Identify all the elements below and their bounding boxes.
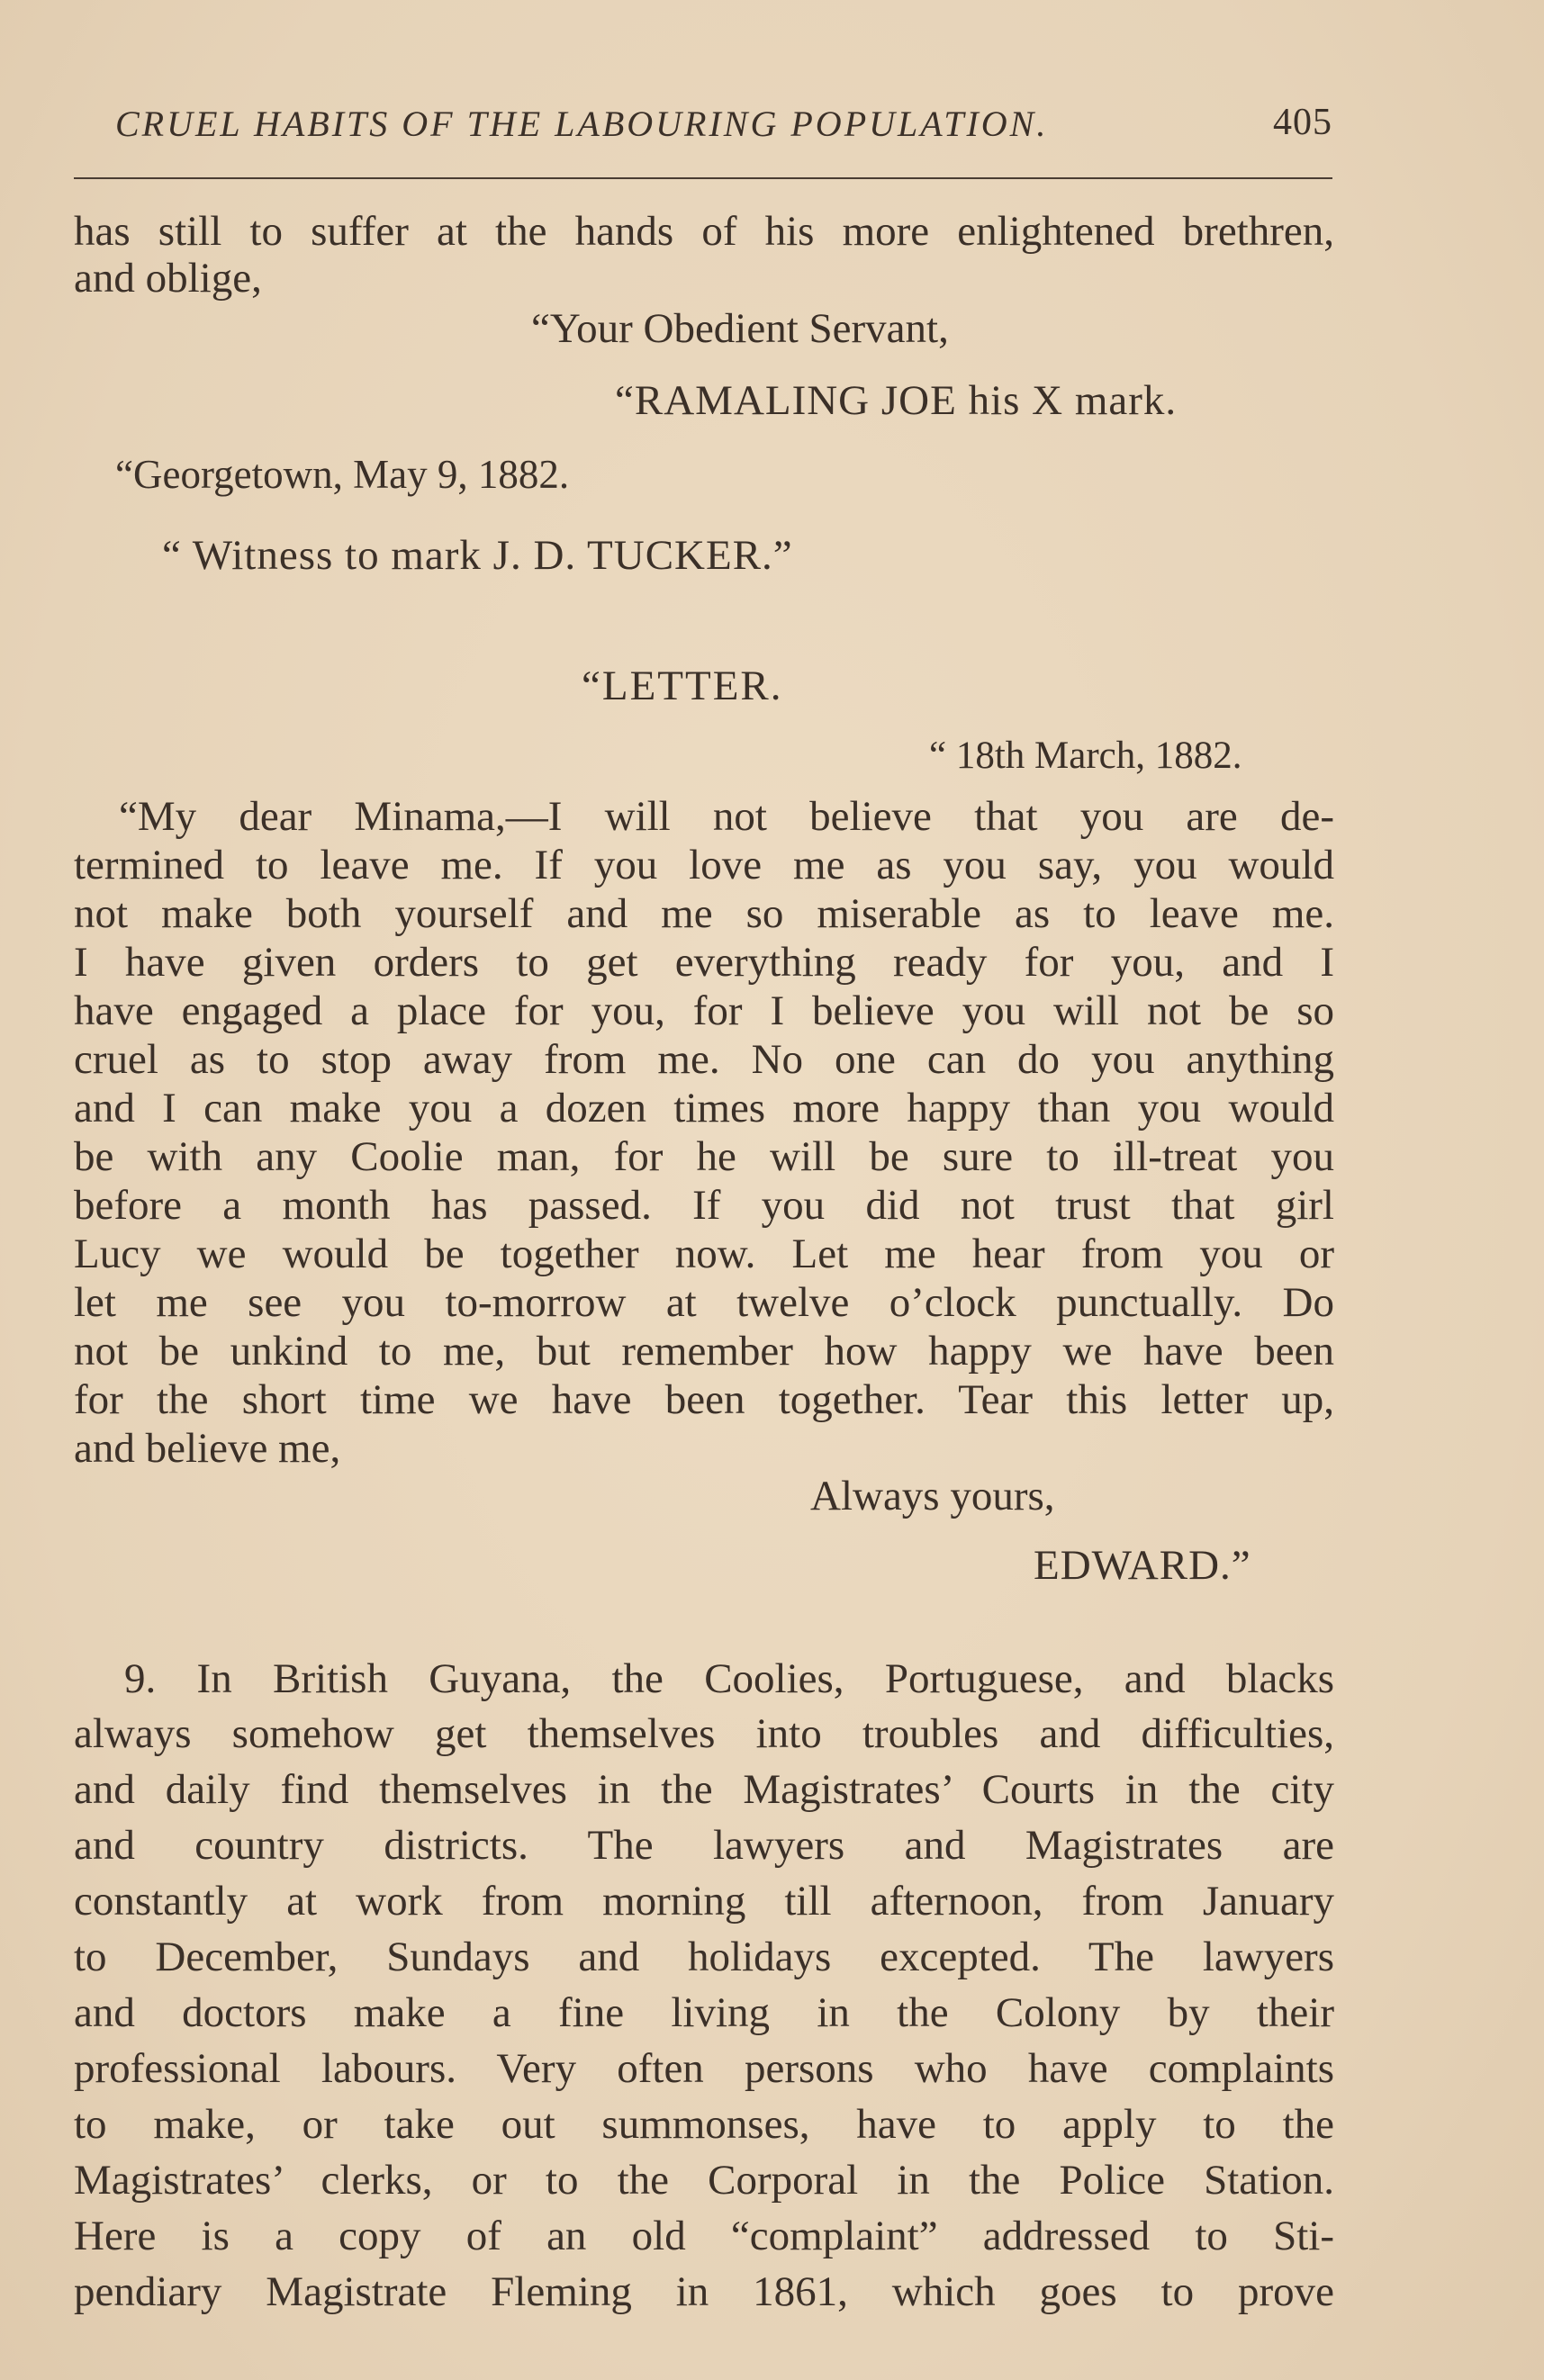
petition-signature: “RAMALING JOE his X mark. bbox=[615, 377, 1178, 424]
letter-line-5: have engaged a place for you, for I believe you will not be so bbox=[74, 987, 1334, 1034]
letter-line-4: I have given orders to get everything ready for you, and I bbox=[74, 939, 1334, 986]
section9-line-3: and daily find themselves in the Magistrates’ Courts in the city bbox=[74, 1766, 1334, 1813]
running-title: CRUEL HABITS OF THE LABOURING POPULATION. bbox=[115, 104, 1049, 144]
page-number: 405 bbox=[1273, 102, 1332, 143]
letter-heading: “LETTER. bbox=[582, 663, 783, 709]
letter-line-6: cruel as to stop away from me. No one can do you anything bbox=[74, 1036, 1334, 1083]
section9-line-2: always somehow get themselves into troubles and difficulties, bbox=[74, 1710, 1334, 1757]
letter-line-7: and I can make you a dozen times more happy than you would bbox=[74, 1085, 1334, 1131]
section9-line-9: to make, or take out summonses, have to apply to the bbox=[74, 2101, 1334, 2148]
letter-line-2: termined to leave me. If you love me as you say, you would bbox=[74, 842, 1334, 888]
petition-place-date: “Georgetown, May 9, 1882. bbox=[115, 452, 570, 497]
section9-line-5: constantly at work from morning till afternoon, from January bbox=[74, 1878, 1334, 1925]
petition-witness: “ Witness to mark J. D. TUCKER.” bbox=[162, 532, 793, 579]
header-rule bbox=[74, 177, 1332, 179]
letter-line-12: not be unkind to me, but remember how happy we have been bbox=[74, 1328, 1334, 1375]
letter-date: “ 18th March, 1882. bbox=[929, 735, 1242, 777]
section9-line-11: Here is a copy of an old “complaint” addressed to Sti- bbox=[74, 2213, 1334, 2259]
petition-line-1: has still to suffer at the hands of his more enlightened brethren, bbox=[74, 208, 1334, 255]
letter-line-11: let me see you to-morrow at twelve o’clock punctually. Do bbox=[74, 1279, 1334, 1326]
petition-closing: “Your Obedient Servant, bbox=[531, 305, 949, 352]
letter-line-3: not make both yourself and me so miserable as to leave me. bbox=[74, 890, 1334, 937]
section9-line-7: and doctors make a fine living in the Colony by their bbox=[74, 1989, 1334, 2036]
running-head bbox=[115, 97, 1332, 160]
letter-closing: Always yours, bbox=[810, 1473, 1055, 1519]
letter-line-14: and believe me, bbox=[74, 1425, 341, 1472]
letter-line-13: for the short time we have been together. Tear this letter up, bbox=[74, 1376, 1334, 1423]
section9-line-12: pendiary Magistrate Fleming in 1861, which goes to prove bbox=[74, 2268, 1334, 2315]
section9-line-1: 9. In British Guyana, the Coolies, Portuguese, and blacks bbox=[124, 1655, 1334, 1702]
section9-line-8: professional labours. Very often persons who have complaints bbox=[74, 2045, 1334, 2092]
section9-line-6: to December, Sundays and holidays excepted. The lawyers bbox=[74, 1934, 1334, 1980]
petition-line-2: and oblige, bbox=[74, 255, 262, 302]
letter-signature: EDWARD.” bbox=[1034, 1542, 1251, 1589]
letter-line-10: Lucy we would be together now. Let me hear from you or bbox=[74, 1231, 1334, 1277]
letter-line-1: “My dear Minama,—I will not believe that you are de- bbox=[119, 793, 1334, 840]
section9-line-10: Magistrates’ clerks, or to the Corporal in the Police Station. bbox=[74, 2157, 1334, 2204]
letter-line-9: before a month has passed. If you did not trust that girl bbox=[74, 1182, 1334, 1229]
letter-line-8: be with any Coolie man, for he will be sure to ill-treat you bbox=[74, 1133, 1334, 1180]
section9-line-4: and country districts. The lawyers and Magistrates are bbox=[74, 1822, 1334, 1869]
